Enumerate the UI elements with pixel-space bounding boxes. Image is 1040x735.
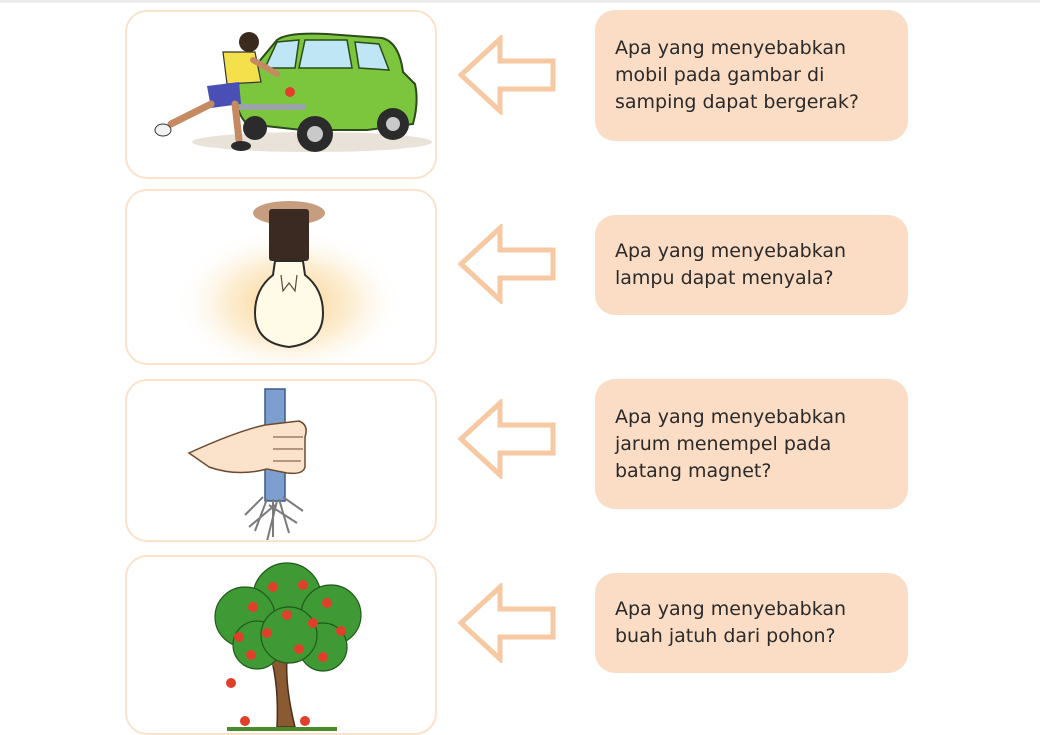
magnet-image-card — [125, 379, 437, 542]
question-bubble-car — [595, 10, 908, 141]
question-line: Apa yang menyebabkan — [615, 405, 847, 428]
arrow-left-icon — [458, 399, 556, 479]
question-line: Apa yang menyebabkan — [615, 37, 847, 59]
question-line: lampu dapat menyala? — [615, 267, 834, 289]
arrow-left-icon — [458, 224, 556, 304]
tree-image-card — [125, 555, 437, 735]
question-line: Apa yang menyebabkan — [615, 598, 847, 620]
glowing-light-bulb-illustration — [127, 191, 437, 365]
question-bubble-magnet — [595, 379, 908, 509]
hand-magnet-nails-illustration — [127, 381, 437, 542]
car-image-card — [125, 10, 437, 179]
bulb-image-card — [125, 189, 437, 365]
arrow-left-icon — [458, 35, 556, 115]
question-line: Apa yang menyebabkan — [615, 240, 847, 262]
question-line: jarum menempel pada — [615, 432, 832, 455]
question-line: buah jatuh dari pohon? — [615, 625, 836, 647]
question-bubble-tree — [595, 573, 908, 673]
question-line: samping dapat bergerak? — [615, 91, 859, 113]
arrow-left-icon — [458, 583, 556, 663]
question-line: mobil pada gambar di — [615, 64, 825, 86]
person-pushing-car-illustration — [127, 12, 437, 179]
question-bubble-bulb — [595, 215, 908, 315]
apple-tree-illustration — [127, 557, 437, 735]
top-rule — [0, 0, 1040, 3]
question-line: batang magnet? — [615, 459, 772, 482]
